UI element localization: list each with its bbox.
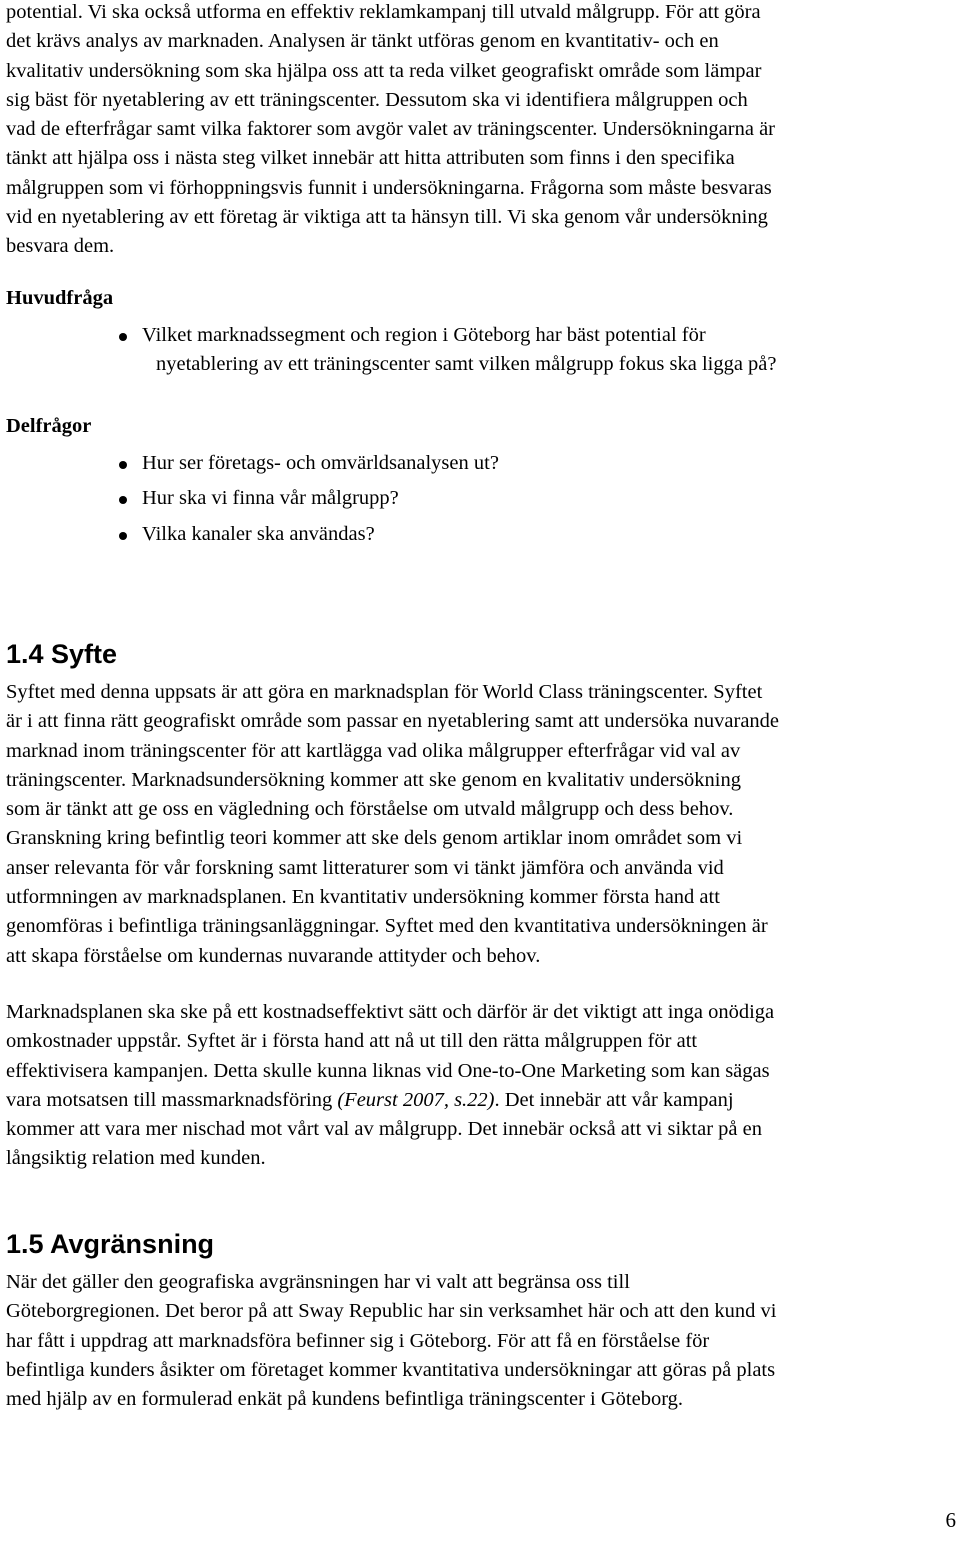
intro-line: målgruppen som vi förhoppningsvis funnit i undersökningarna. Frågorna som måste besvaras: [6, 176, 772, 199]
syfte-line: utformningen av marknadsplanen. En kvantitativ undersökning kommer första hand att: [6, 886, 720, 909]
intro-paragraph: [6, 0, 954, 262]
intro-line: potential. Vi ska också utforma en effektiv reklamkampanj till utvald målgrupp. För att göra: [6, 1, 761, 23]
avgransning-line: har fått i uppdrag att marknadsföra befinner sig i Göteborg. För att få en förståelse för: [6, 1329, 710, 1352]
huvudfraga-item-line1: Vilket marknadssegment och region i Göteborg har bäst potential för: [142, 324, 706, 346]
delfragor-item: Hur ser företags- och omvärldsanalysen ut?: [142, 452, 499, 474]
list-item: [6, 484, 954, 513]
syfte-line: är i att finna rätt geografiskt område som passar en nyetablering samt att undersöka nuvarande: [6, 710, 780, 733]
delfragor-list: [6, 449, 954, 549]
list-item: [6, 449, 954, 478]
list-item: [6, 520, 954, 549]
bullet-icon: [119, 496, 127, 504]
syfte-line: att skapa förståelse om kundernas nuvarande attityder och behov.: [6, 944, 541, 967]
delfragor-item: Hur ska vi finna vår målgrupp?: [142, 487, 399, 510]
intro-line: det krävs analys av marknaden. Analysen är tänkt utföras genom en kvantitativ- och en: [6, 30, 719, 53]
citation: (Feurst 2007, s.22): [337, 1088, 495, 1111]
syfte-line: kommer att vara mer nischad mot vårt val av målgrupp. Det innebär också att vi siktar på en: [6, 1118, 762, 1141]
syfte-line: Granskning kring befintlig teori kommer att ske dels genom artiklar inom området som vi: [6, 827, 743, 850]
syfte-line: långsiktig relation med kunden.: [6, 1147, 266, 1170]
avgransning-line: När det gäller den geografiska avgränsningen har vi valt att begränsa oss till: [6, 1271, 630, 1293]
section-heading-syfte: 1.4 Syfte: [6, 639, 118, 669]
list-item: [6, 321, 954, 380]
syfte-paragraph-2: [6, 998, 954, 1174]
huvudfraga-item-line2: nyetablering av ett träningscenter samt vilken målgrupp fokus ska ligga på?: [156, 353, 777, 376]
syfte-text: vara motsatsen till massmarknadsföring: [6, 1088, 338, 1111]
intro-line: sig bäst för nyetablering av ett träningscenter. Dessutom ska vi identifiera målgruppen och: [6, 88, 748, 111]
syfte-line: effektivisera kampanjen. Detta skulle kunna liknas vid One-to-One Marketing som kan sägas: [6, 1059, 770, 1082]
intro-line: vid en nyetablering av ett företag är viktiga att ta hänsyn till. Vi ska genom vår undersökning: [6, 206, 768, 229]
bullet-icon: [119, 532, 127, 540]
syfte-line: som är tänkt att ge oss en vägledning och förståelse om utvald målgrupp och dess behov.: [6, 798, 734, 821]
page-number: 6: [945, 1508, 956, 1532]
delfragor-label: Delfrågor: [6, 415, 92, 437]
huvudfraga-list: [6, 321, 954, 380]
section-heading-avgransning: 1.5 Avgränsning: [6, 1229, 215, 1259]
bullet-icon: [119, 461, 127, 469]
intro-line: besvara dem.: [6, 235, 115, 258]
intro-line: kvalitativ undersökning som ska hjälpa oss att ta reda vilket geografiskt område som lämpar: [6, 59, 762, 82]
avgransning-paragraph: [6, 1268, 954, 1414]
syfte-line: omkostnader uppstår. Syftet är i första hand att nå ut till den rätta målgruppen för att: [6, 1030, 698, 1053]
syfte-line: marknad inom träningscenter för att kartlägga vad olika målgrupper efterfrågar vid val av: [6, 739, 741, 762]
syfte-text: . Det innebär att vår kampanj: [494, 1088, 734, 1111]
avgransning-line: med hjälp av en formulerad enkät på kundens befintliga träningscenter i Göteborg.: [6, 1388, 684, 1411]
avgransning-line: Göteborgregionen. Det beror på att Sway Republic har sin verksamhet här och att den kund vi: [6, 1300, 777, 1323]
avgransning-line: befintliga kunders åsikter om företaget kommer kvantitativa undersökningar att göras på plats: [6, 1358, 776, 1381]
syfte-line: Marknadsplanen ska ske på ett kostnadseffektivt sätt och därför är det viktigt att inga onödiga: [6, 1001, 775, 1023]
huvudfraga-label: Huvudfråga: [6, 287, 114, 309]
intro-line: tänkt att hjälpa oss i nästa steg vilket innebär att hitta attributen som finns i den specifika: [6, 147, 735, 170]
syfte-line: träningscenter. Marknadsundersökning kommer att ske genom en kvalitativ undersökning: [6, 768, 741, 791]
syfte-line: Syftet med denna uppsats är att göra en marknadsplan för World Class träningscenter. Syftet: [6, 681, 763, 703]
intro-line: vad de efterfrågar samt vilka faktorer som avgör valet av träningscenter. Undersökningarna är: [6, 118, 776, 141]
syfte-line: anser relevanta för vår forskning samt litteraturer som vi tänkt jämföra och använda vid: [6, 856, 724, 879]
delfragor-item: Vilka kanaler ska användas?: [142, 522, 375, 545]
syfte-line: genomföras i befintliga träningsanläggningar. Syftet med den kvantitativa undersökningen är: [6, 915, 768, 938]
bullet-icon: [119, 333, 127, 341]
syfte-line-with-citation: [6, 1086, 954, 1115]
syfte-paragraph-1: [6, 678, 954, 971]
